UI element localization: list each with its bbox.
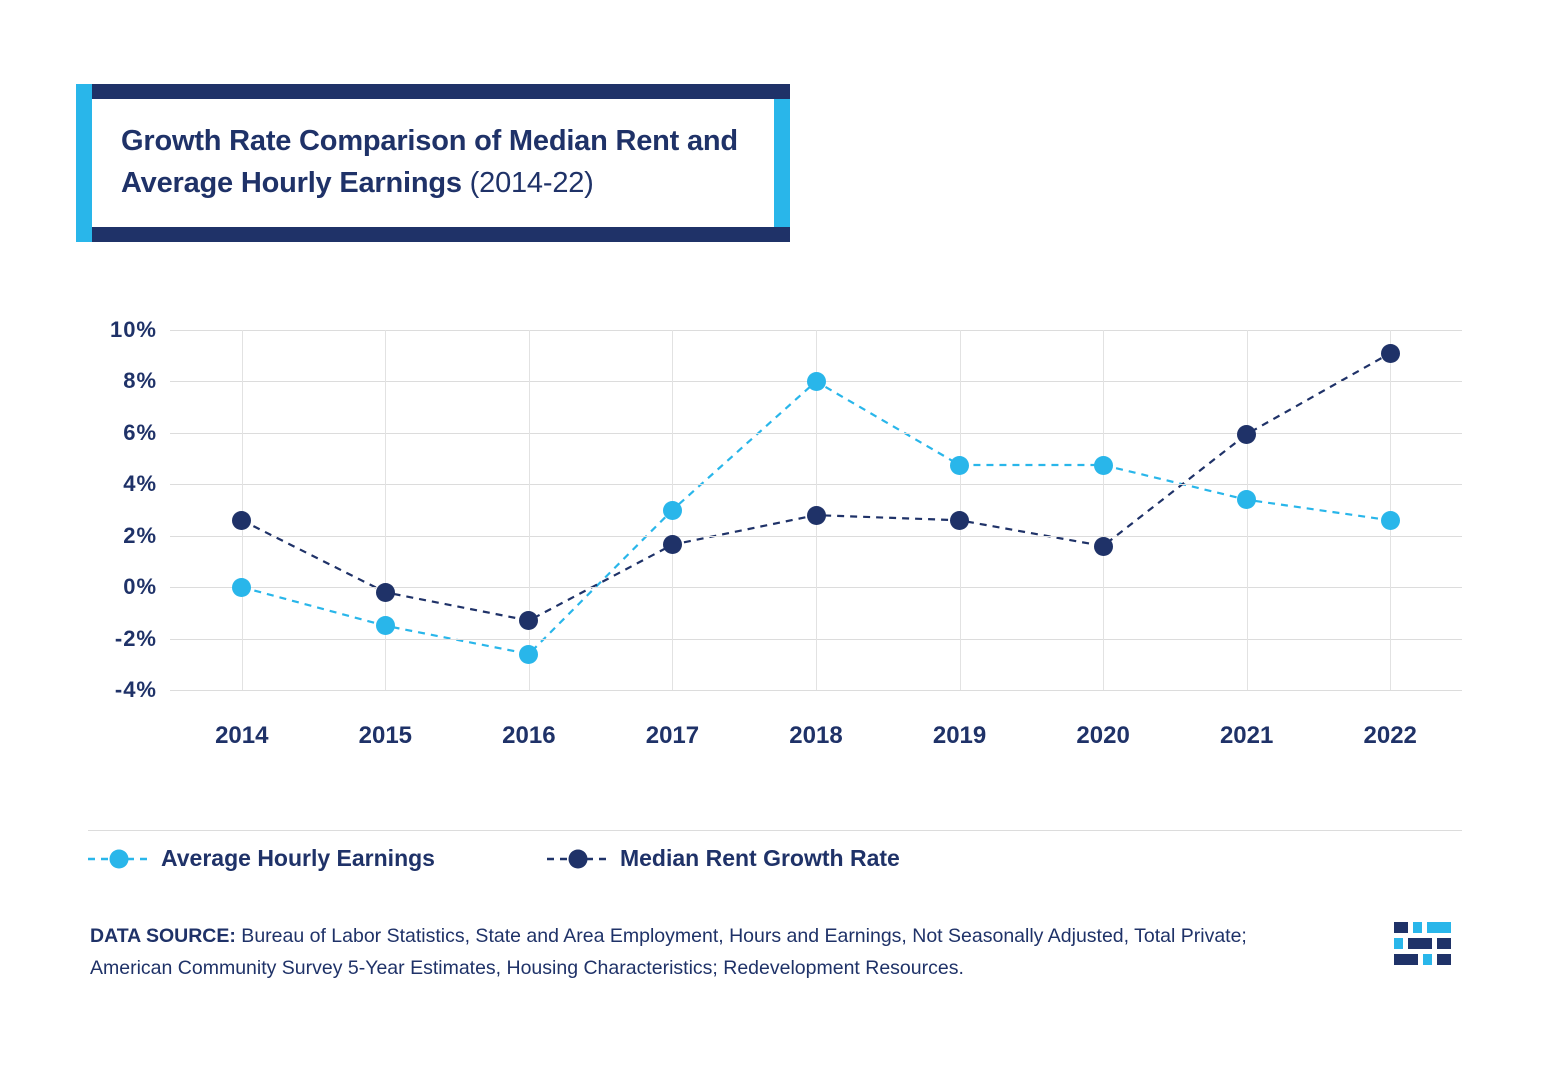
y-axis-tick-label: 0% [123,574,157,600]
title-right-accent-bar [774,99,790,227]
legend-item-label: Average Hourly Earnings [161,845,435,871]
data-point-marker [807,506,826,525]
plot-area [109,317,1462,749]
data-source-text: Bureau of Labor Statistics, State and Area Employment, Hours and Earnings, Not Seasonally Adjusted, Total Private; American Community Survey 5-Year Estimates, Housing Characteristics; Redevelopment Resources. [90,925,1247,980]
data-point-marker [1094,537,1113,556]
line-chart [88,318,1462,758]
data-source-note [90,920,1320,984]
x-axis-tick-label: 2019 [932,722,987,749]
legend-divider [88,830,1462,831]
data-point-marker [1381,511,1400,530]
data-point-marker [663,501,682,520]
data-point-marker [950,456,969,475]
gridline-vertical [242,330,243,690]
y-axis-tick-label: -2% [114,625,157,651]
title-bottom-bar [76,227,790,242]
y-axis-tick-label: 4% [123,471,157,497]
data-point-marker [1237,425,1256,444]
gridline-vertical [385,330,386,690]
x-axis-tick-label: 2020 [1076,722,1130,749]
page-title-years: (2014-22) [461,167,594,200]
gridline-vertical [960,330,961,690]
title-left-accent-bar [76,84,92,242]
data-point-marker [950,511,969,530]
data-point-marker [232,578,251,597]
data-point-marker [376,616,395,635]
x-axis-tick-label: 2018 [789,722,843,749]
page-title [121,120,771,204]
x-axis-tick-label: 2017 [645,722,700,749]
data-point-marker [519,645,538,664]
data-point-marker [1381,344,1400,363]
brand-logo-icon [1394,922,1462,976]
legend-item-label: Median Rent Growth Rate [619,845,900,871]
legend-marker-icon [88,848,150,870]
title-block [76,84,790,242]
gridline-horizontal [170,690,1462,691]
y-axis-tick-label: 6% [123,419,157,445]
x-axis-tick-label: 2015 [358,722,413,749]
gridline-vertical [1247,330,1248,690]
data-point-marker [232,511,251,530]
x-axis-tick-label: 2014 [215,722,269,749]
legend-item[interactable] [88,845,435,872]
legend-item[interactable] [547,845,900,872]
y-axis-tick-label: 2% [123,522,157,548]
gridline-vertical [529,330,530,690]
legend-marker-icon [547,848,609,870]
y-axis-tick-label: 8% [123,368,157,394]
chart-legend [88,845,900,872]
data-source-label: DATA SOURCE: [90,925,236,947]
x-axis-tick-label: 2016 [502,722,556,749]
data-point-marker [376,583,395,602]
data-point-marker [1094,456,1113,475]
x-axis-tick-label: 2021 [1219,722,1274,749]
data-point-marker [663,535,682,554]
y-axis-tick-label: 10% [109,317,157,342]
page-title-main: Growth Rate Comparison of Median Rent and Average Hourly Earnings [121,125,738,200]
y-axis-tick-label: -4% [114,677,157,702]
data-point-marker [807,372,826,391]
gridline-vertical [1103,330,1104,690]
title-top-bar [76,84,790,99]
x-axis-tick-label: 2022 [1363,722,1417,749]
